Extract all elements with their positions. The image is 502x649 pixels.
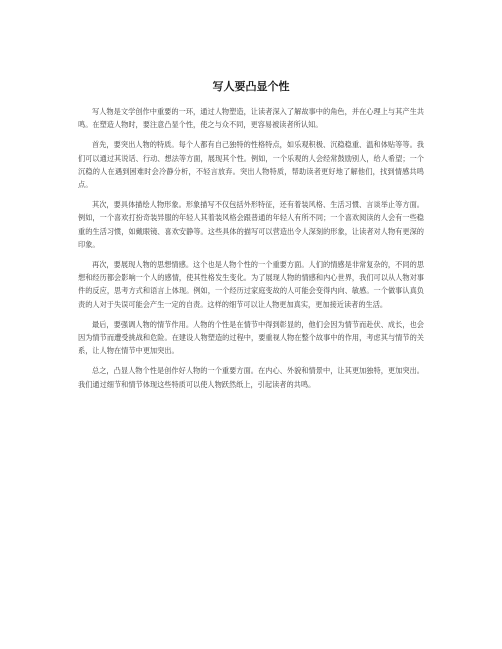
document-body [78,105,424,398]
paragraph-conclusion: 总之，凸显人物个性是创作好人物的一个重要方面。在内心、外貌和情景中，让其更加独特，更加突出。我们通过细节和情节体现这些特质可以使人物跃然纸上，引起读者的共鸣。 [78,366,424,389]
paragraph-image: 其次，要具体描绘人物形象。形象描写不仅包括外形特征，还有着装风格、生活习惯、言谈举止等方面。例如，一个喜欢打扮奇装异服的年轻人其着装风格会跟普通的年轻人有所不同；一个喜欢阅读的人会有一些稳重的生活习惯，如戴眼镜、喜欢安静等。这些具体的描写可以营造出令人深刻的形象，让读者对人物有更深的印象。 [78,200,424,249]
paragraph-plot: 最后，要强调人物的情节作用。人物的个性是在情节中得到彰显的，他们会因为情节而赴伏、成长，也会因为情节而遭受挑战和危险。在建设人物塑造的过程中，要重视人物在整个故事中的作用，考虑其与情节的关系，让人物在情节中更加突出。 [78,319,424,356]
paragraph-intro: 写人物是文学创作中重要的一环，通过人物塑造，让读者深入了解故事中的角色，并在心理上与其产生共鸣。在塑造人物时，要注意凸显个性，使之与众不同，更容易被读者所认知。 [78,107,424,130]
paragraph-traits: 首先，要突出人物的特质。每个人都有自己独特的性格特点，如乐观积极、沉稳稳重、温和体贴等等。我们可以通过其说话、行动、想法等方面，展现其个性。例如，一个乐观的人会经常鼓励别人，给人希望；一个沉稳的人在遇到困难时会冷静分析，不轻言放弃。突出人物特质，帮助读者更好地了解他们，找到情感共鸣点。 [78,140,424,190]
paragraph-emotion: 再次，要展现人物的思想情感。这个也是人物个性的一个重要方面。人们的情感是非常复杂的，不同的思想和经历都会影响一个人的感情，使其性格发生变化。为了展现人物的情感和内心世界，我们可以从人物对事件的反应，思考方式和语言上体现。例如，一个经历过家庭变故的人可能会变得内向、敏感。一个做事认真负责的人对于失误可能会产生一定的自责。这样的细节可以让人物更加真实，更加接近读者的生活。 [78,260,424,309]
document-title: 写人要凸显个性 [212,80,290,93]
